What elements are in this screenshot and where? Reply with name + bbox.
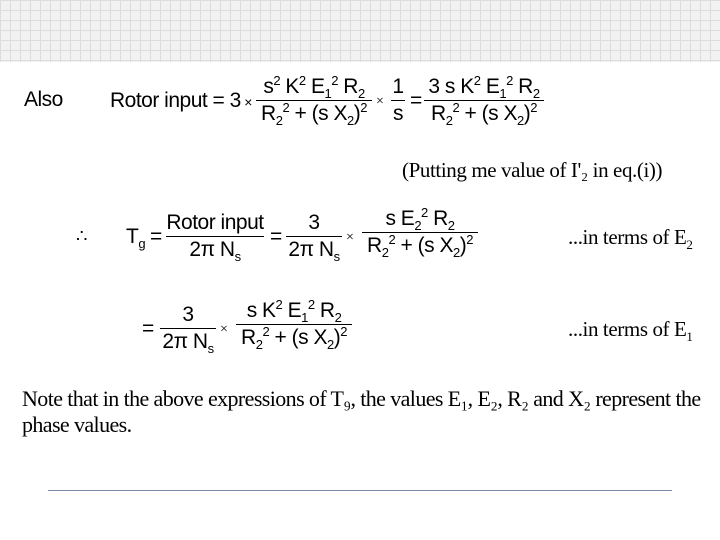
- putting-note: (Putting me value of I'₂ in eq.(i)): [402, 158, 663, 182]
- footer-divider: [48, 490, 672, 491]
- fraction-e2-denominator: $R_2^2 + (s$ $X_2)^2$: [367, 232, 473, 261]
- fraction-1-denominator: $R_2^2 + (s$ $X_2)^2$: [261, 100, 367, 129]
- equals-sign: =: [270, 225, 282, 248]
- in-terms-of-e2: ...in terms of $E_2$: [568, 225, 693, 253]
- rotor-input-label: Rotor input = 3 ×: [110, 89, 252, 112]
- fraction-e1: [236, 298, 352, 351]
- fraction-e1-numerator: s $K^2$ $E_1^2$ $R_2$: [246, 297, 342, 326]
- fraction-3-over-ns-2: 3 2π $N_s$: [160, 302, 216, 355]
- in-terms-of-e1: ...in terms of $E_1$: [568, 317, 693, 345]
- equals-sign: =: [142, 317, 154, 340]
- equals-sign: =: [410, 89, 422, 112]
- fraction-1: [256, 74, 372, 127]
- phase-values-note: Note that in the above expressions of T₉, the values E₁, E₂, R₂ and X₂ represent the phase values.: [22, 386, 701, 437]
- therefore-sign: ∴: [76, 226, 88, 246]
- fraction-e2-numerator: s $E_2^2$ $R_2$: [385, 205, 455, 234]
- fraction-1-numerator: $s^2$ $K^2$ $E_1^2$ $R_2$: [263, 73, 365, 102]
- grid-header-band: [0, 0, 720, 62]
- fraction-3-over-ns: 3 2π $N_s$: [286, 210, 342, 263]
- fraction-2-numerator: 3 s $K^2$ $E_1^2$ $R_2$: [428, 73, 540, 102]
- fraction-e2: [362, 206, 478, 259]
- fraction-2: [424, 74, 544, 127]
- fraction-e1-denominator: $R_2^2 + (s$ $X_2)^2$: [241, 324, 347, 353]
- fraction-2-denominator: $R_2^2 + (s$ $X_2)^2$: [431, 100, 537, 129]
- fraction-rotor-over-ns: Rotor input 2π $N_s$: [166, 211, 264, 265]
- equals-sign: =: [150, 225, 162, 248]
- times-sign: ×: [346, 230, 354, 245]
- times-sign: ×: [220, 322, 228, 337]
- also-label: Also: [24, 88, 63, 111]
- times-sign: ×: [376, 94, 384, 109]
- torque-symbol: $T_g$: [126, 225, 146, 252]
- fraction-one-over-s: 1 s: [392, 75, 404, 125]
